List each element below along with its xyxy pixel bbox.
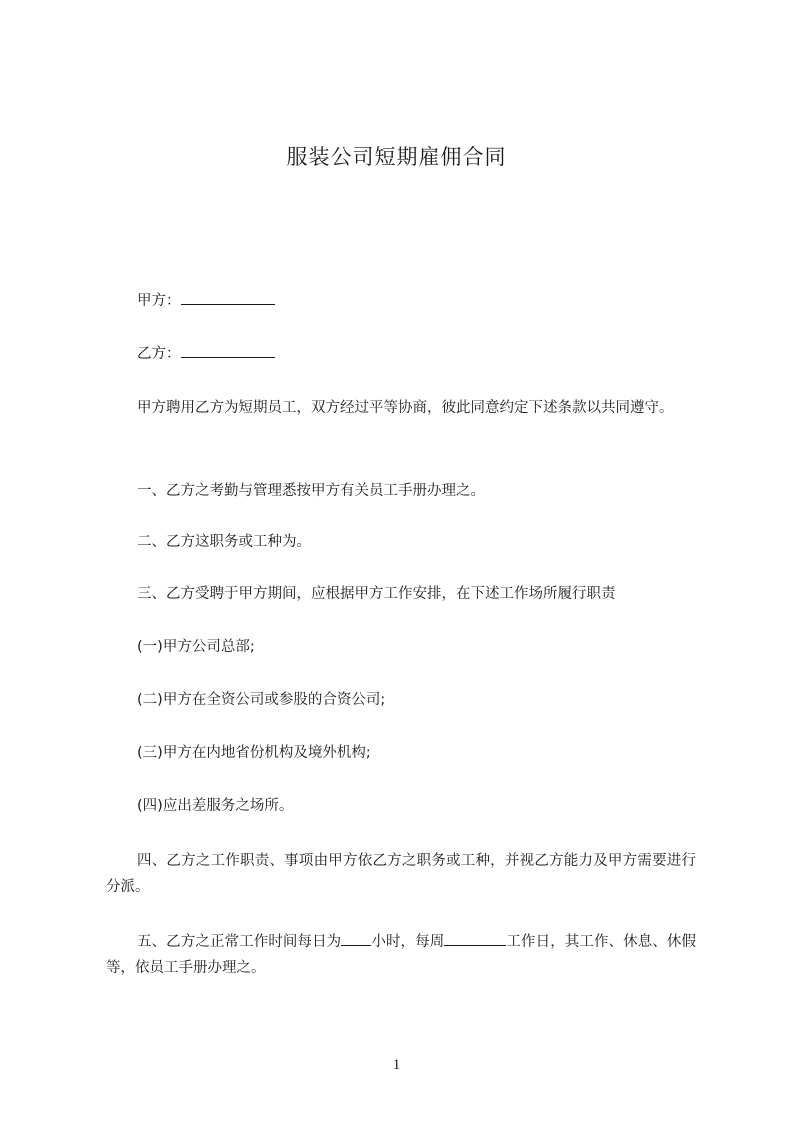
party-b-line [137,341,275,367]
party-a-label: 甲方： [137,293,181,309]
party-b-label: 乙方： [137,346,181,362]
clause-3-item-2: (二)甲方在全资公司或参股的合资公司; [137,692,386,708]
clause-3: 三、乙方受聘于甲方期间，应根据甲方工作安排，在下述工作场所履行职责 [137,586,616,602]
clause-4: 四、乙方之工作职责、事项由甲方依乙方之职务或工种，并视乙方能力及甲方需要进行分派。 [106,853,696,895]
clause-3-item-3: (三)甲方在内地省份机构及境外机构; [137,745,371,761]
intro-paragraph: 甲方聘用乙方为短期员工，双方经过平等协商，彼此同意约定下述条款以共同遵守。 [137,400,674,416]
clause-3-item-1: (一)甲方公司总部; [137,639,255,655]
daily-hours-blank [341,931,371,946]
clause-5-part3: 工作日，其工作、休息、休假等，依员工手册办理之。 [106,934,697,976]
party-a-blank [181,290,275,305]
clause-1: 一、乙方之考勤与管理悉按甲方有关员工手册办理之。 [137,483,485,499]
document-title: 服装公司短期雇佣合同 [286,145,507,169]
page-number: 1 [392,1057,401,1073]
clause-3-item-4: (四)应出差服务之场所。 [137,798,294,814]
weekly-days-blank [444,931,506,946]
clause-2: 二、乙方这职务或工种为。 [137,534,311,550]
clause-5 [106,929,696,981]
clause-5-part1: 五、乙方之正常工作时间每日为 [137,934,342,950]
party-a-line [137,288,275,314]
party-b-blank [181,343,275,358]
clause-5-part2: 小时，每周 [371,934,445,950]
